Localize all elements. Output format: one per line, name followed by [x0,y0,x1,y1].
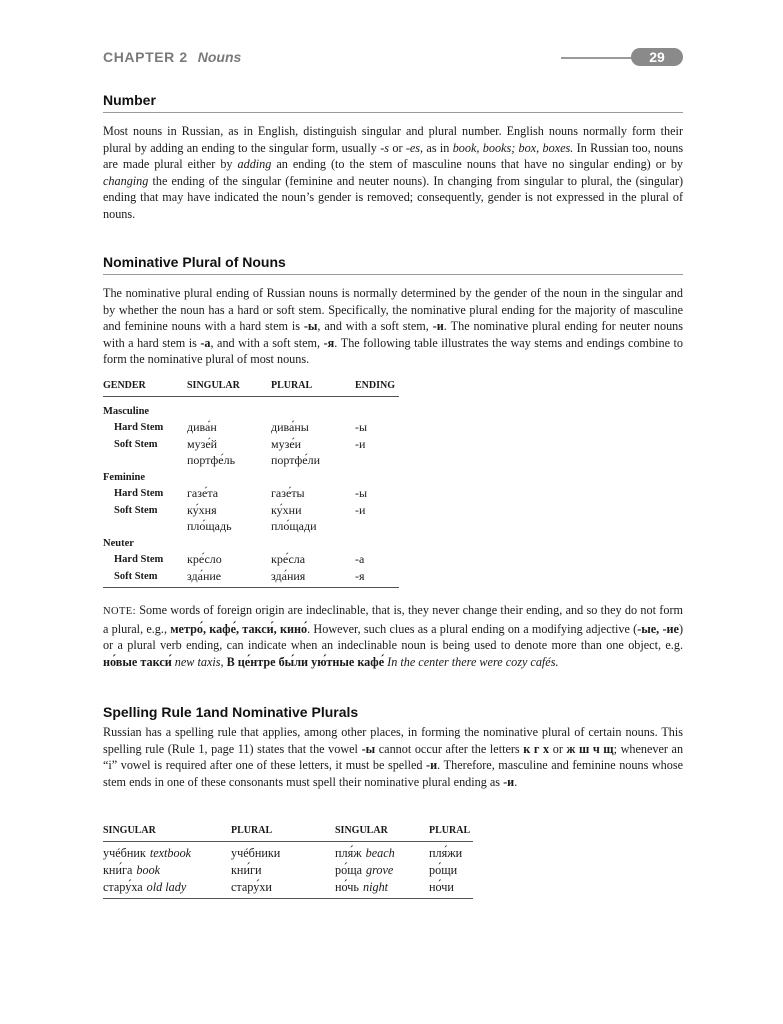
singular-cell: стару́ха old lady [103,879,231,899]
spelling-rule-section [103,704,683,790]
chapter-label [103,49,241,65]
plural-cell: но́чи [429,879,473,899]
note-block [103,602,683,670]
table-row [103,568,399,587]
table-row [103,420,399,437]
col-header-plural: PLURAL [231,825,335,842]
table-row [103,879,473,899]
chapter-number: CHAPTER 2 [103,49,188,65]
plural-cell: стару́хи [231,879,335,899]
nominative-plural-section [103,254,683,368]
section-title-number: Number [103,92,683,113]
col-header-singular: SINGULAR [103,825,231,842]
stem-type-label: Soft Stem [114,438,158,450]
col-header-plural: PLURAL [429,825,473,842]
table-group-row [103,397,399,420]
table-row [103,842,473,863]
col-header-singular: SINGULAR [335,825,429,842]
ending-cell: -ы [355,420,368,435]
col-header-plural: PLURAL [271,380,355,397]
singular-cell: зда́ние [187,568,271,587]
ending-cell: -я [355,568,399,587]
spelling-paragraph: Russian has a spelling rule that applies, among other places, in forming the nominative plural of certain nouns. This spelling rule (Rule 1, page 11) states that the vowel -ы cannot occur after the letters к г х or ж ш ч щ; whenever an “i” vowel is required after one of these letters, it must be spelled -и. Therefore, masculine and feminine nouns whose stem ends in one of these consonants must spell their nominative plural ending as -и. [103,725,684,789]
number-paragraph: Most nouns in Russian, as in English, distinguish singular and plural number. English nouns normally form their plural by adding an ending to the singular form, usually -s or -es, as in book, books; box, boxes. In Russian too, nouns are made plural either by adding an ending (to the stem of masculine nouns that have no singular ending) or by changing the ending of the singular (feminine and neuter nouns). In changing from singular to plural, the (singular) ending that may have indicated the noun’s gender is removed; consequently, gender is not expressed in the plural of nouns. [103,124,684,221]
ending-cell: -и [355,436,366,451]
page-header [103,48,683,68]
ending-cell [355,453,399,470]
nominative-plural-table [103,380,399,588]
singular-cell: музе́й [187,436,218,451]
col-header-gender: GENDER [103,380,187,397]
ending-cell: -и [355,502,366,517]
singular-cell: но́чь night [335,879,429,899]
table-row [103,552,399,569]
singular-cell: пля́ж beach [335,846,395,860]
stem-type-label: Hard Stem [114,488,164,500]
singular-cell: газе́та [187,486,219,501]
plural-cell: кре́сла [271,552,306,567]
spelling-examples-table [103,825,473,899]
ending-cell [355,519,399,536]
gender-group-label: Feminine [103,471,145,483]
singular-cell: портфе́ль [187,453,236,468]
header-rule [561,57,641,59]
plural-cell: зда́ния [271,568,355,587]
ending-cell: -ы [355,486,368,501]
gender-group-label: Neuter [103,537,134,549]
col-header-ending: ENDING [355,380,399,397]
singular-cell: дива́н [187,420,217,435]
table-row [103,453,399,470]
table-row [103,519,399,536]
col-header-singular: SINGULAR [187,380,271,397]
singular-cell: учéбник textbook [103,846,192,860]
plural-cell: учéбники [231,846,281,860]
stem-type-label [103,519,187,536]
section-title-nominative-plural: Nominative Plural of Nouns [103,254,683,275]
section-title-spelling-rule: Spelling Rule 1and Nominative Plurals [103,704,359,720]
singular-cell: пло́щадь [187,519,232,534]
ending-cell: -а [355,552,365,567]
table-row [103,436,399,453]
stem-type-label: Soft Stem [114,504,158,516]
table-group-row [103,469,399,486]
note-paragraph: NOTE: Some words of foreign origin are indeclinable, that is, they never change their ending, and so they do not form a plural, e.g., метро́, кафе́, такси́, кино́. However, such clues as a plural ending on a modifying adjective (-ые, -ие) or a plural verb ending, can indicate when an indeclinable noun is being used to denote more than one object, e.g. но́вые такси́ new taxis, В це́нтре бы́ли ую́тные кафе́ In the center there were cozy cafés. [103,603,684,669]
table-row [103,502,399,519]
stem-type-label: Soft Stem [103,568,187,587]
plural-cell: дива́ны [271,420,309,435]
plural-cell: ку́хни [271,502,302,517]
stem-type-label: Hard Stem [114,554,164,566]
singular-cell: кни́га book [103,863,161,877]
stem-type-label: Hard Stem [114,422,164,434]
table-group-row [103,535,399,552]
number-section [103,92,683,223]
chapter-name: Nouns [197,49,242,65]
plural-cell: музе́и [271,436,302,451]
table-header-row [103,380,399,397]
plural-cell: ро́щи [429,863,458,877]
plural-cell: пля́жи [429,846,463,860]
stem-type-label [103,453,187,470]
plural-cell: кни́ги [231,863,262,877]
table-row [103,862,473,879]
note-label: NOTE: [103,606,136,617]
singular-cell: кре́сло [187,552,222,567]
table-row [103,486,399,503]
plural-cell: портфе́ли [271,453,321,468]
plural-cell: пло́щади [271,519,317,534]
plural-cell: газе́ты [271,486,305,501]
nominative-paragraph: The nominative plural ending of Russian nouns is normally determined by the gender of the noun in the singular and by whether the noun has a hard or soft stem. Specifically, the nominative plural ending for the majority of masculine and feminine nouns with a hard stem is -ы, and with a soft stem, -и. The nominative plural ending for neuter nouns with a hard stem is -а, and with a soft stem, -я. The following table illustrates the way stems and endings combine to form the nominative plural of most nouns. [103,286,684,367]
singular-cell: ро́ща grove [335,863,394,877]
gender-group-label: Masculine [103,405,150,417]
table-header-row [103,825,473,842]
page-number: 29 [631,48,683,66]
singular-cell: ку́хня [187,502,217,517]
